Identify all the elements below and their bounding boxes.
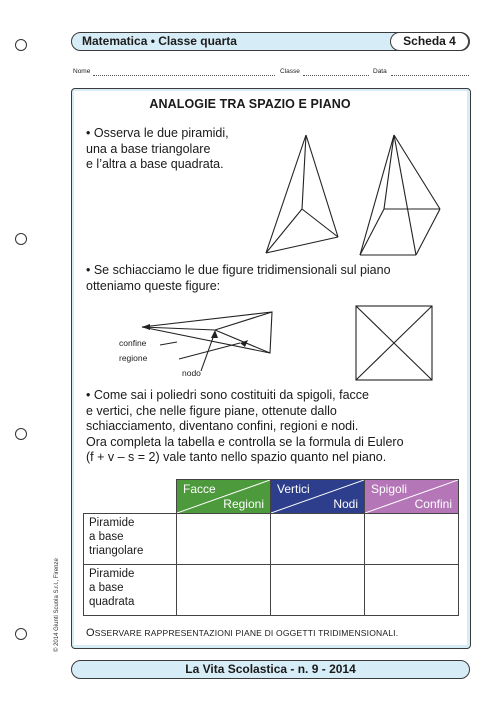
row-label-quadrata bbox=[84, 565, 177, 616]
data-field[interactable] bbox=[391, 75, 469, 76]
row-label-line: quadrata bbox=[89, 596, 135, 608]
table-row bbox=[84, 514, 459, 565]
header-facce: Facce bbox=[183, 482, 216, 496]
row-label-line: a base bbox=[89, 531, 124, 543]
answer-cell-spigoli-triangolare[interactable] bbox=[365, 514, 459, 565]
label-regione: regione bbox=[119, 353, 148, 363]
row-label-line: Piramide bbox=[89, 517, 135, 529]
row-label-line: Piramide bbox=[89, 568, 135, 580]
pyramid-triangular-base bbox=[260, 131, 345, 261]
classe-field[interactable] bbox=[303, 75, 369, 76]
binder-hole-1 bbox=[15, 39, 27, 51]
table-row bbox=[84, 565, 459, 616]
pyramid-square-base bbox=[350, 131, 450, 266]
text-line: • Come sai i poliedri sono costituiti da spigoli, facce bbox=[86, 388, 369, 402]
answer-cell-facce-quadrata[interactable] bbox=[177, 565, 271, 616]
answer-cell-vertici-quadrata[interactable] bbox=[271, 565, 365, 616]
binder-hole-4 bbox=[15, 628, 27, 640]
answer-cell-spigoli-quadrata[interactable] bbox=[365, 565, 459, 616]
row-label-line: triangolare bbox=[89, 545, 144, 557]
label-confine: confine bbox=[119, 338, 147, 348]
footer-bar: La Vita Scolastica - n. 9 - 2014 bbox=[71, 660, 470, 679]
header-vertici: Vertici bbox=[277, 482, 310, 496]
scheda-badge: Scheda 4 bbox=[390, 32, 469, 51]
euler-table bbox=[83, 479, 459, 616]
note-initial: O bbox=[86, 627, 95, 639]
header-spigoli: Spigoli bbox=[371, 482, 408, 496]
text-line: schiacciamento, diventano confini, regioni e nodi. bbox=[86, 419, 359, 433]
label-nodo: nodo bbox=[182, 368, 201, 378]
copyright-text: © 2014 Giunti Scuola S.r.l., Firenze bbox=[54, 558, 60, 652]
binder-hole-3 bbox=[15, 428, 27, 440]
header-spigoli-confini bbox=[365, 480, 459, 514]
text-line: e vertici, che nelle figure piane, ottenute dallo bbox=[86, 403, 337, 418]
text-line: (f + v – s = 2) vale tanto nello spazio quanto nel piano. bbox=[86, 450, 387, 464]
text-line: una a base triangolare bbox=[86, 141, 211, 156]
classe-label: Classe bbox=[280, 68, 300, 75]
text-line: Ora completa la tabella e controlla se la formula di Eulero bbox=[86, 434, 404, 449]
worksheet-title: ANALOGIE TRA SPAZIO E PIANO bbox=[149, 97, 351, 111]
student-fields bbox=[73, 68, 473, 80]
flattened-square-figure bbox=[354, 304, 434, 384]
text-line: e l’altra a base quadrata. bbox=[86, 157, 224, 171]
header-title: Matematica • Classe quarta bbox=[82, 34, 237, 48]
header-nodi: Nodi bbox=[333, 497, 358, 511]
table-corner bbox=[84, 480, 177, 514]
text-line: • Se schiacciamo le due figure tridimensionali sul piano bbox=[86, 263, 391, 277]
binder-hole-2 bbox=[15, 233, 27, 245]
answer-cell-vertici-triangolare[interactable] bbox=[271, 514, 365, 565]
text-line: otteniamo queste figure: bbox=[86, 278, 221, 293]
paragraph-flatten bbox=[86, 263, 391, 294]
header-regioni: Regioni bbox=[223, 497, 264, 511]
objective-note bbox=[86, 627, 398, 639]
header-vertici-nodi bbox=[271, 480, 365, 514]
data-label: Data bbox=[373, 68, 387, 75]
note-text: SSERVARE RAPPRESENTAZIONI PIANE DI OGGETTI TRIDIMENSIONALI. bbox=[94, 628, 399, 638]
header-facce-regioni bbox=[177, 480, 271, 514]
nome-label: Nome bbox=[73, 68, 91, 75]
paragraph-euler bbox=[86, 388, 404, 466]
text-line: • Osserva le due piramidi, bbox=[86, 126, 229, 140]
nome-field[interactable] bbox=[93, 75, 275, 76]
paragraph-observe bbox=[86, 126, 229, 173]
row-label-line: a base bbox=[89, 582, 124, 594]
row-label-triangolare bbox=[84, 514, 177, 565]
header-confini: Confini bbox=[414, 497, 452, 511]
header-bar bbox=[71, 32, 470, 51]
answer-cell-facce-triangolare[interactable] bbox=[177, 514, 271, 565]
